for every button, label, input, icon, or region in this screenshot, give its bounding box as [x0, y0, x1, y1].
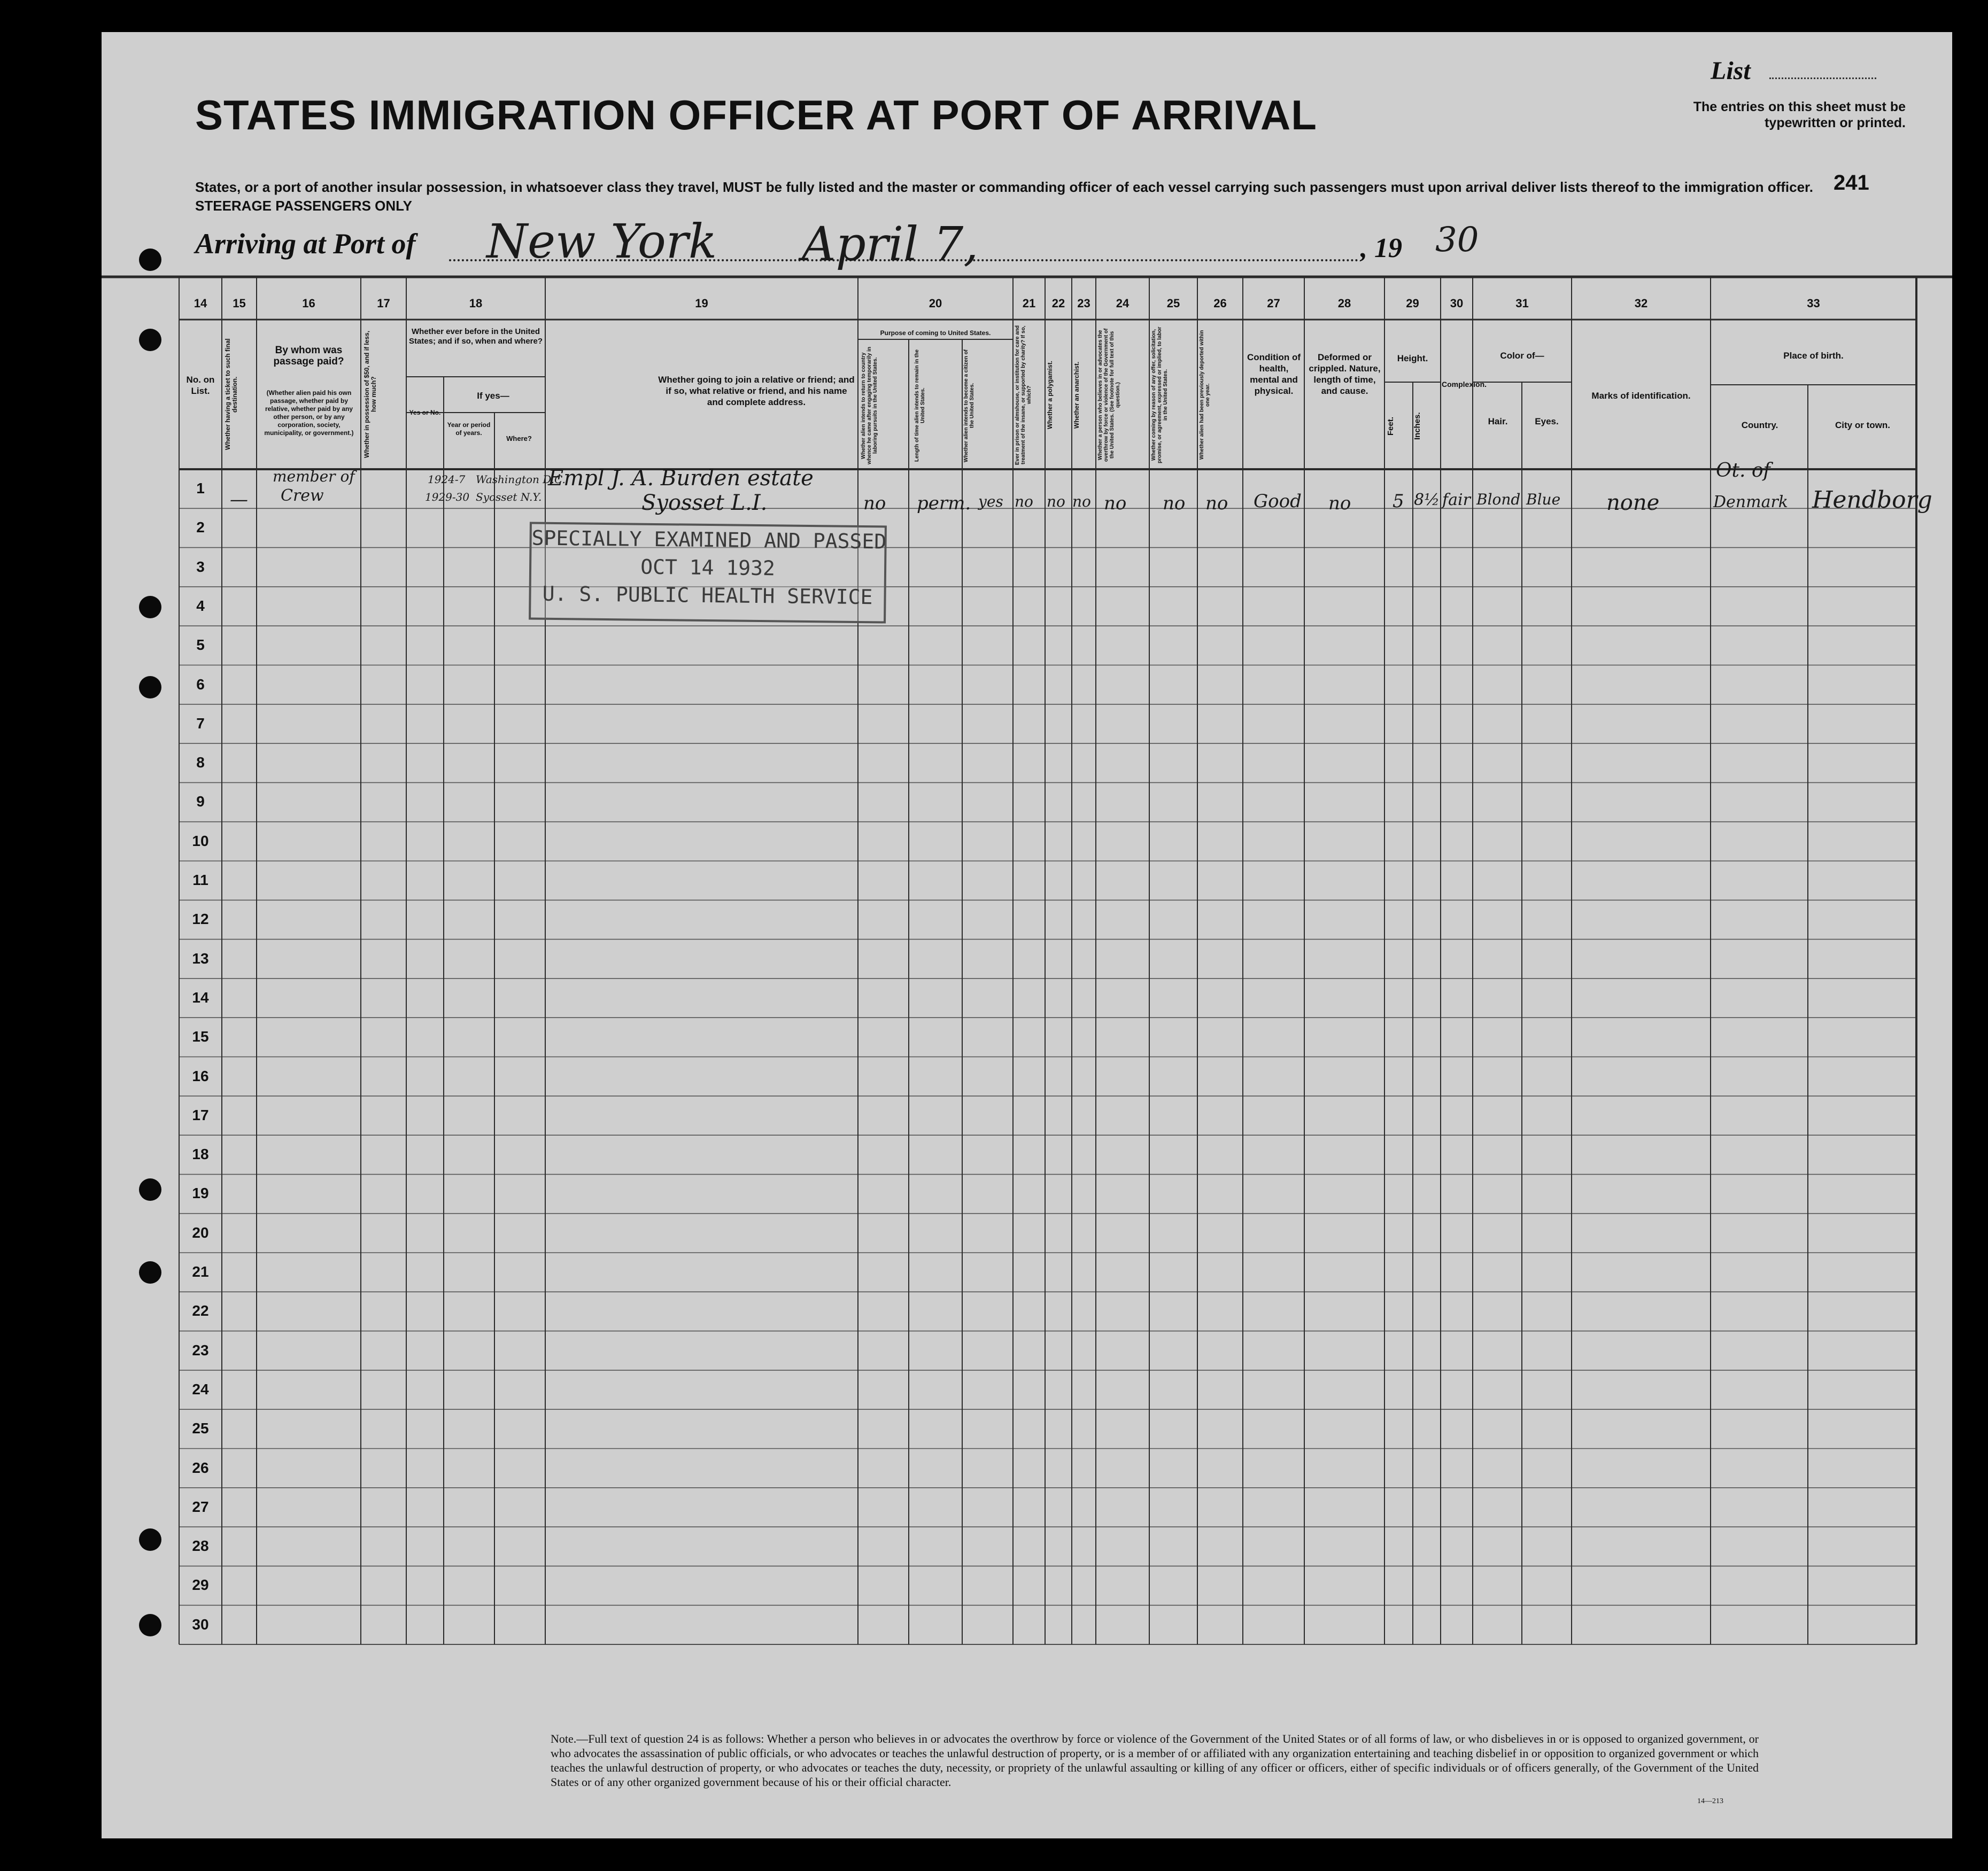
- entry-marks[interactable]: none: [1606, 491, 1660, 515]
- column-number: 33: [1807, 297, 1820, 310]
- header-inches: Inches.: [1413, 412, 1422, 440]
- column-number: 14: [194, 297, 207, 310]
- header-health: Condition of health, mental and physical.: [1247, 352, 1301, 396]
- manifest-sheet: [102, 32, 1952, 1838]
- header-intends-return: Whether alien intends to return to country whence he came after engaging temporarily in laboring pursuits in the United States.: [861, 346, 878, 465]
- year-prefix: , 19: [1360, 233, 1402, 263]
- header-anarchist: Whether an anarchist.: [1073, 361, 1080, 429]
- column-number: 17: [377, 297, 390, 310]
- header-city: City or town.: [1835, 420, 1890, 430]
- row-number: 9: [196, 793, 205, 810]
- column-number: 29: [1406, 297, 1419, 310]
- row-number: 6: [196, 676, 205, 693]
- row-number: 1: [196, 480, 205, 496]
- row-number: 24: [192, 1380, 209, 1398]
- form-title: STATES IMMIGRATION OFFICER AT PORT OF ARRIVAL: [195, 91, 1317, 138]
- entry-inches[interactable]: 8½: [1414, 491, 1440, 509]
- row-number: 5: [196, 636, 205, 654]
- column-number: 22: [1051, 297, 1065, 310]
- stamp-line: SPECIALLY EXAMINED AND PASSED: [531, 526, 887, 554]
- entry-prison[interactable]: no: [1015, 493, 1033, 510]
- entry-city[interactable]: Hendborg: [1812, 486, 1932, 514]
- entry-prev-year[interactable]: 1929-30: [425, 491, 470, 503]
- steerage-label: STEERAGE PASSENGERS ONLY: [195, 198, 412, 214]
- entry-overthrow[interactable]: no: [1104, 493, 1127, 514]
- header-intends-citizen: Whether alien intends to become a citizen of the United States.: [963, 349, 975, 462]
- header-marks: Marks of identification.: [1591, 391, 1691, 401]
- entry-prev-where[interactable]: Syosset N.Y.: [476, 491, 542, 503]
- entry-prev-where[interactable]: Washington D.C.: [476, 473, 566, 486]
- header-length-of-stay: Length of time alien intends to remain in the United States.: [914, 350, 926, 462]
- header-feet: Feet.: [1386, 417, 1395, 436]
- typewritten-note: The entries on this sheet must be typewritten or printed.: [1693, 99, 1906, 130]
- entry-return[interactable]: no: [863, 493, 886, 514]
- row-number: 16: [192, 1067, 209, 1084]
- column-number: 25: [1166, 297, 1180, 310]
- column-number: 21: [1022, 297, 1036, 310]
- column-number: 18: [469, 297, 483, 310]
- header-instruction: States, or a port of another insular possession, in whatsoever class they travel, MUST be fully listed and the master or commanding officer of each vessel carrying such passengers must upon arrival deliver lists thereof to the immigration officer.: [195, 179, 1813, 195]
- header-deported: Whether alien had been previously deported within one year.: [1199, 330, 1211, 460]
- form-code: 14—213: [1697, 1797, 1723, 1805]
- row-number: 30: [192, 1616, 209, 1633]
- column-number: 32: [1634, 297, 1648, 310]
- header-color-of: Color of—: [1500, 351, 1544, 361]
- header-purpose: Purpose of coming to United States.: [880, 329, 991, 337]
- column-number: 20: [929, 297, 942, 310]
- column-number: 16: [302, 297, 315, 310]
- column-number: 24: [1116, 297, 1130, 310]
- stamp-date: OCT 14 1932: [640, 555, 776, 580]
- row-number: 13: [192, 950, 209, 967]
- arriving-label: Arriving at Port of: [195, 228, 416, 260]
- row-number: 20: [192, 1224, 209, 1241]
- entry-health[interactable]: Good: [1254, 491, 1302, 512]
- header-if-yes: If yes—: [477, 391, 509, 401]
- header-complexion: Complexion.: [1442, 380, 1487, 389]
- year-suffix[interactable]: 30: [1435, 220, 1479, 260]
- page-number: 241: [1834, 171, 1869, 195]
- entry-complexion[interactable]: fair: [1442, 491, 1471, 509]
- header-list-number: No. on List.: [186, 375, 215, 396]
- row-number: 26: [192, 1459, 209, 1476]
- header-join-relative: Whether going to join a relative or friend; and if so, what relative or friend, and his name and complete address.: [658, 375, 855, 407]
- row-number: 23: [192, 1341, 209, 1358]
- entry-hair[interactable]: Blond: [1476, 491, 1521, 508]
- row-number: 15: [192, 1028, 209, 1045]
- header-ticket: Whether having a ticket to such final destination.: [224, 338, 238, 451]
- header-fifty-dollars: Whether in possession of $50, and if less, how much?: [363, 330, 377, 459]
- row-number: 12: [192, 911, 209, 928]
- header-yes-or-no: Yes or No.: [409, 409, 441, 416]
- row-number: 27: [192, 1498, 209, 1515]
- row-number: 10: [192, 832, 209, 849]
- row-number: 29: [192, 1577, 209, 1594]
- column-number: 15: [233, 297, 246, 310]
- row-number: 4: [196, 597, 205, 614]
- header-labor-offer: Whether coming by reason of any offer, solicitation, promise, or agreement, expressed or implied, to labor in the United States.: [1151, 327, 1169, 463]
- entry-eyes[interactable]: Blue: [1526, 491, 1561, 508]
- header-passage-paid-note: (Whether alien paid his own passage, whether paid by relative, whether paid by any other person, or by any corporation, society, municipality, or government.): [264, 389, 354, 437]
- header-polygamist: Whether a polygamist.: [1046, 360, 1054, 430]
- header-eyes: Eyes.: [1535, 416, 1559, 426]
- entry-passage-paid[interactable]: Crew: [281, 486, 324, 505]
- row-number: 7: [196, 715, 205, 732]
- header-hair: Hair.: [1488, 416, 1508, 426]
- port-of-arrival[interactable]: New York: [486, 214, 717, 269]
- column-number: 26: [1213, 297, 1227, 310]
- stamp-line: U. S. PUBLIC HEALTH SERVICE: [542, 581, 873, 609]
- footnote-question-24: Note.—Full text of question 24 is as follows: Whether a person who believes in or advocates the overthrow by force or violence of the Government of the United States or of all forms of law, or who disbelieves in or is opposed to organized government, or who advocates the assassination of public officials, or who advocates or teaches the unlawful destruction of property, or is a member of or affiliated with any organization entertaining and teaching disbelief in or opposition to organized government or which teaches the unlawful destruction of property, or who advocates or teaches the duty, necessity, or propriety of the unlawful assaulting or killing of any officer or officers, either of specific individuals or of officers generally, of the Government of the United States or of any other organized government because of his or their official character.: [551, 1732, 1759, 1789]
- row-number: 25: [192, 1420, 209, 1437]
- column-number: 19: [695, 297, 708, 310]
- row-number: 3: [196, 558, 205, 575]
- header-previously-in-us: Whether ever before in the United States; and if so, when and where?: [408, 327, 543, 346]
- row-number: 18: [192, 1146, 209, 1163]
- entry-feet[interactable]: 5: [1393, 491, 1404, 512]
- entry-deported[interactable]: no: [1205, 493, 1228, 514]
- entry-join-address[interactable]: Syosset L.I.: [641, 491, 768, 515]
- arrival-date[interactable]: April 7,: [802, 216, 979, 271]
- row-number: 21: [192, 1263, 209, 1280]
- row-number: 14: [192, 989, 209, 1006]
- row-number: 19: [192, 1185, 209, 1202]
- header-passage-paid: By whom was passage paid?: [273, 345, 344, 367]
- entry-citizen[interactable]: yes: [978, 493, 1003, 510]
- public-health-stamp: [529, 522, 887, 624]
- column-number: 28: [1337, 297, 1351, 310]
- column-number: 23: [1077, 297, 1090, 310]
- header-where: Where?: [506, 434, 532, 442]
- entry-prev-year[interactable]: 1924-7: [428, 473, 466, 486]
- header-country: Country.: [1741, 420, 1778, 430]
- header-height: Height.: [1397, 353, 1428, 363]
- entry-deformed[interactable]: no: [1328, 493, 1351, 514]
- column-number: 31: [1515, 297, 1529, 310]
- column-number: 30: [1450, 297, 1464, 310]
- row-number: 28: [192, 1538, 209, 1555]
- entry-length-of-stay[interactable]: perm.: [917, 493, 971, 514]
- entry-country[interactable]: Ot. of: [1716, 460, 1770, 482]
- header-year: Year or period of years.: [447, 421, 491, 437]
- row-number: 17: [192, 1106, 209, 1123]
- header-place-of-birth: Place of birth.: [1783, 351, 1844, 361]
- entry-labor-offer[interactable]: no: [1163, 493, 1186, 514]
- row-number: 2: [196, 519, 205, 536]
- entry-ticket[interactable]: —: [230, 489, 248, 510]
- row-number: 8: [196, 754, 205, 771]
- entry-join-relative[interactable]: Empl J. A. Burden estate: [548, 466, 814, 491]
- entry-passage-paid[interactable]: member of: [273, 468, 355, 485]
- column-number: 27: [1267, 297, 1280, 310]
- header-prison: Ever in prison or almshouse, or institution for care and treatment of the insane, or supported by charity? If so, which?: [1015, 325, 1032, 465]
- entry-anarchist[interactable]: no: [1072, 493, 1091, 510]
- entry-country[interactable]: Denmark: [1713, 493, 1788, 511]
- row-number: 22: [192, 1302, 209, 1319]
- header-deformed: Deformed or crippled. Nature, length of time, and cause.: [1309, 352, 1381, 396]
- entry-polygamist[interactable]: no: [1047, 493, 1065, 510]
- header-overthrow: Whether a person who believes in or advocates the overthrow by force or violence of the Government of the United States. (See footnote for full text of this question.): [1097, 328, 1121, 462]
- row-number: 11: [192, 872, 208, 888]
- list-label: List: [1711, 57, 1751, 85]
